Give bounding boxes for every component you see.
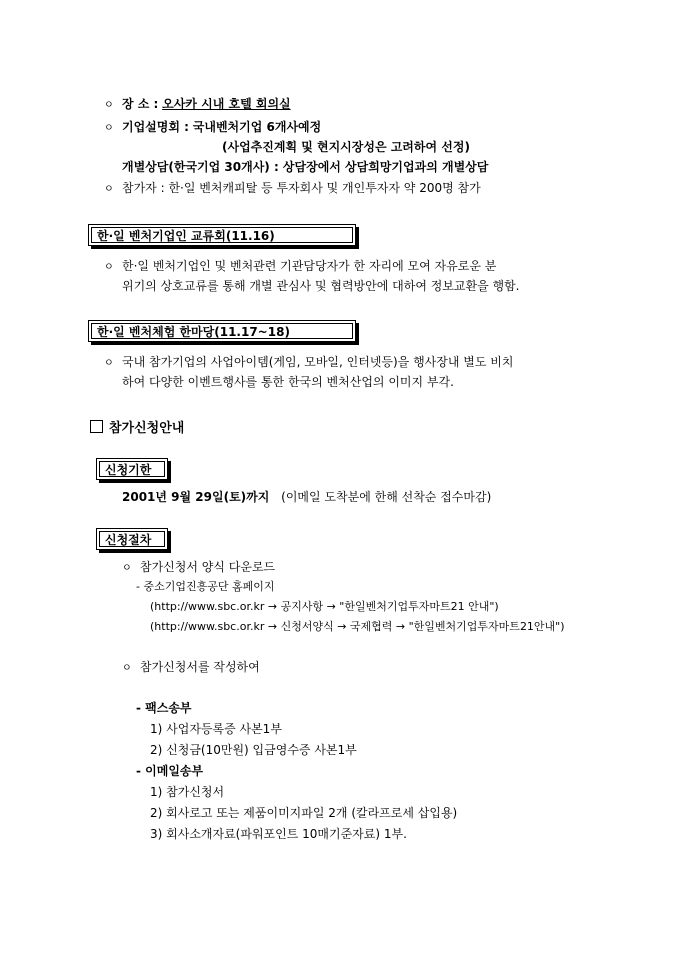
- meeting-line: 개별상담(한국기업 30개사) : 상담장에서 상담희망기업과의 개별상담: [122, 160, 489, 174]
- guide-title: 참가신청안내: [109, 421, 185, 436]
- procedure-label: 신청절차: [105, 533, 152, 547]
- exchange-title-box: [88, 224, 356, 246]
- venue-line: [104, 96, 291, 114]
- bullet-icon: ㅇ: [104, 262, 114, 273]
- ir-line: [104, 119, 321, 137]
- sbc-line: - 중소기업진흥공단 홈페이지: [136, 580, 275, 593]
- download-line: ㅇ 참가신청서 양식 다운로드: [122, 559, 275, 577]
- fax-item-2: 2) 신청금(10만원) 입금영수증 사본1부: [150, 743, 357, 757]
- deadline-date: 2001년 9월 29일(토)까지: [122, 490, 270, 504]
- checkbox-square-icon: [90, 420, 103, 433]
- bullet-icon: ㅇ: [122, 663, 132, 674]
- fax-label: - 팩스송부: [136, 701, 192, 715]
- ir-note: (사업추진계획 및 현지시장성은 고려하여 선정): [222, 140, 470, 154]
- write-line: ㅇ 참가신청서를 작성하여: [122, 659, 260, 677]
- email-item-1: 1) 참가신청서: [150, 785, 225, 799]
- fax-item-1: 1) 사업자등록증 사본1부: [150, 722, 282, 736]
- email-label: - 이메일송부: [136, 764, 204, 778]
- festival-title: 한·일 벤처체험 한마당(11.17~18): [97, 325, 290, 339]
- participants-text: 참가자 : 한·일 벤처캐피탈 등 투자회사 및 개인투자자 약 200명 참가: [122, 181, 481, 195]
- bullet-icon: ㅇ: [122, 563, 132, 574]
- deadline-line: [122, 489, 491, 505]
- bullet-icon: ㅇ: [104, 358, 114, 369]
- ir-label: 기업설명회 :: [122, 120, 189, 134]
- exchange-title: 한·일 벤처기업인 교류회(11.16): [97, 229, 275, 243]
- email-item-3: 3) 회사소개자료(파워포인트 10매기준자료) 1부.: [150, 827, 407, 841]
- festival-body-1: ㅇ 국내 참가기업의 사업아이템(게임, 모바일, 인터넷등)을 행사장내 별도 비치: [104, 354, 513, 372]
- ir-value: 국내벤처기업 6개사예정: [192, 120, 322, 134]
- festival-title-box: [88, 320, 356, 342]
- deadline-label-box: [96, 458, 168, 480]
- festival-body-2: 하여 다양한 이벤트행사를 통한 한국의 벤처산업의 이미지 부각.: [122, 375, 454, 389]
- deadline-note: (이메일 도착분에 한해 선착순 접수마감): [281, 490, 492, 504]
- bullet-icon: ㅇ: [104, 184, 114, 195]
- url-form[interactable]: (http://www.sbc.or.kr → 신청서양식 → 국제협력 → "한일벤처기업투자마트21안내"): [150, 620, 565, 633]
- exchange-body-2: 위기의 상호교류를 통해 개별 관심사 및 협력방안에 대하여 정보교환을 행함.: [122, 279, 520, 293]
- venue-value: 오사카 시내 호텔 회의실: [162, 97, 291, 111]
- exchange-body-1: ㅇ 한·일 벤처기업인 및 벤처관련 기관담당자가 한 자리에 모여 자유로운 분: [104, 258, 496, 276]
- deadline-label: 신청기한: [105, 463, 152, 477]
- email-item-2: 2) 회사로고 또는 제품이미지파일 2개 (칼라프로세 삽입용): [150, 806, 458, 820]
- venue-label: 장 소 :: [122, 97, 159, 111]
- url-notice[interactable]: (http://www.sbc.or.kr → 공지사항 → "한일벤처기업투자마트21 안내"): [150, 600, 499, 613]
- bullet-icon: ㅇ: [104, 100, 114, 111]
- participants-line: [104, 180, 481, 198]
- bullet-icon: ㅇ: [104, 123, 114, 134]
- procedure-label-box: [96, 528, 168, 550]
- guide-title-line: [90, 420, 184, 437]
